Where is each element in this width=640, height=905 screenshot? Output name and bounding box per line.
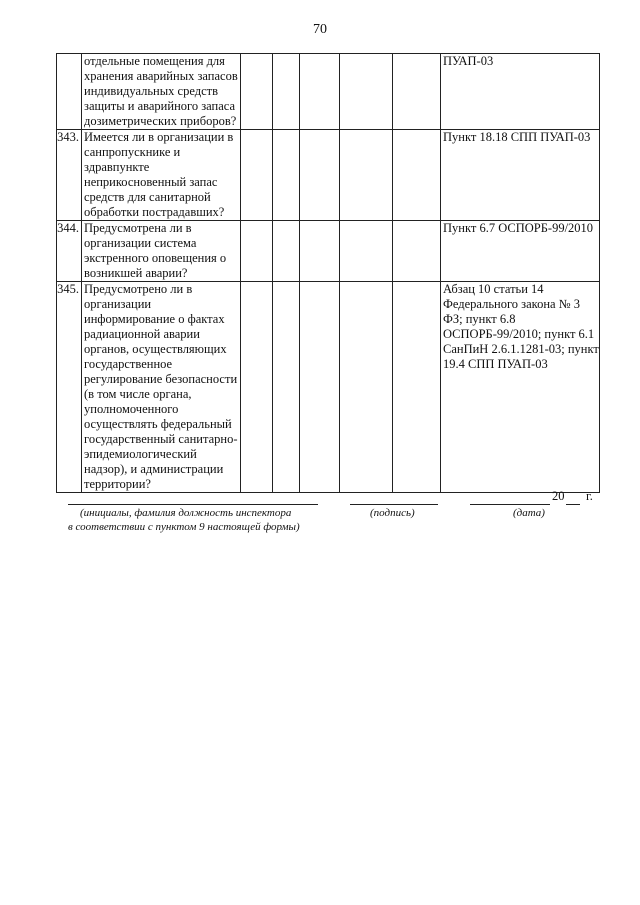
signature-caption: (подпись) [370, 507, 415, 519]
answer-cell-yes [241, 54, 273, 130]
row-number: 344. [57, 221, 82, 282]
question-text: Предусмотрено ли в организации информирование о фактах радиационной аварии органов, осуществляющих государственное регулирование безопасности (в том числе органа, уполномоченного осуществлять федеральный государственный санитарно-эпидемиологический надзор), и администрации территории? [82, 282, 241, 493]
question-text: отдельные помещения для хранения аварийных запасов индивидуальных средств защиты и аварийного запаса дозиметрических приборов? [82, 54, 241, 130]
table-row [57, 282, 600, 493]
answer-cell-no [273, 130, 300, 221]
year-prefix: 20 [552, 489, 565, 503]
answer-cell-yes [241, 282, 273, 493]
question-text: Имеется ли в организации в санпропускнике и здравпункте неприкосновенный запас средств для санитарной обработки пострадавших? [82, 130, 241, 221]
answer-cell-na [300, 221, 340, 282]
answer-cell-extra [340, 221, 393, 282]
answer-cell-note [393, 221, 441, 282]
date-year-line [566, 504, 580, 505]
answer-cell-yes [241, 130, 273, 221]
answer-cell-extra [340, 130, 393, 221]
year-suffix: г. [586, 489, 593, 503]
reference-text: Абзац 10 статьи 14 Федерального закона № 3 ФЗ; пункт 6.8 ОСПОРБ-99/2010; пункт 6.1 СанПиН 2.6.1.1281-03; пункт 19.4 СПП ПУАП-03 [441, 282, 600, 493]
table-row [57, 221, 600, 282]
inspector-caption-line1: (инициалы, фамилия должность инспектора [80, 507, 292, 519]
answer-cell-na [300, 130, 340, 221]
answer-cell-no [273, 54, 300, 130]
inspector-signature-line [68, 504, 318, 505]
row-number: 343. [57, 130, 82, 221]
row-number: 345. [57, 282, 82, 493]
question-text: Предусмотрена ли в организации система экстренного оповещения о возникшей аварии? [82, 221, 241, 282]
table-row [57, 54, 600, 130]
page-number: 70 [313, 22, 327, 37]
signature-line [350, 504, 438, 505]
answer-cell-note [393, 130, 441, 221]
inspector-caption-line2: в соответствии с пунктом 9 настоящей формы) [68, 521, 300, 533]
answer-cell-extra [340, 282, 393, 493]
reference-text: Пункт 6.7 ОСПОРБ-99/2010 [441, 221, 600, 282]
date-caption: (дата) [513, 507, 545, 519]
answer-cell-no [273, 221, 300, 282]
answer-cell-note [393, 54, 441, 130]
answer-cell-extra [340, 54, 393, 130]
answer-cell-na [300, 282, 340, 493]
reference-text: Пункт 18.18 СПП ПУАП-03 [441, 130, 600, 221]
table-row [57, 130, 600, 221]
row-number [57, 54, 82, 130]
answer-cell-yes [241, 221, 273, 282]
answer-cell-note [393, 282, 441, 493]
answer-cell-na [300, 54, 340, 130]
checklist-table [56, 53, 600, 493]
date-day-line [470, 504, 550, 505]
answer-cell-no [273, 282, 300, 493]
reference-text: ПУАП-03 [441, 54, 600, 130]
